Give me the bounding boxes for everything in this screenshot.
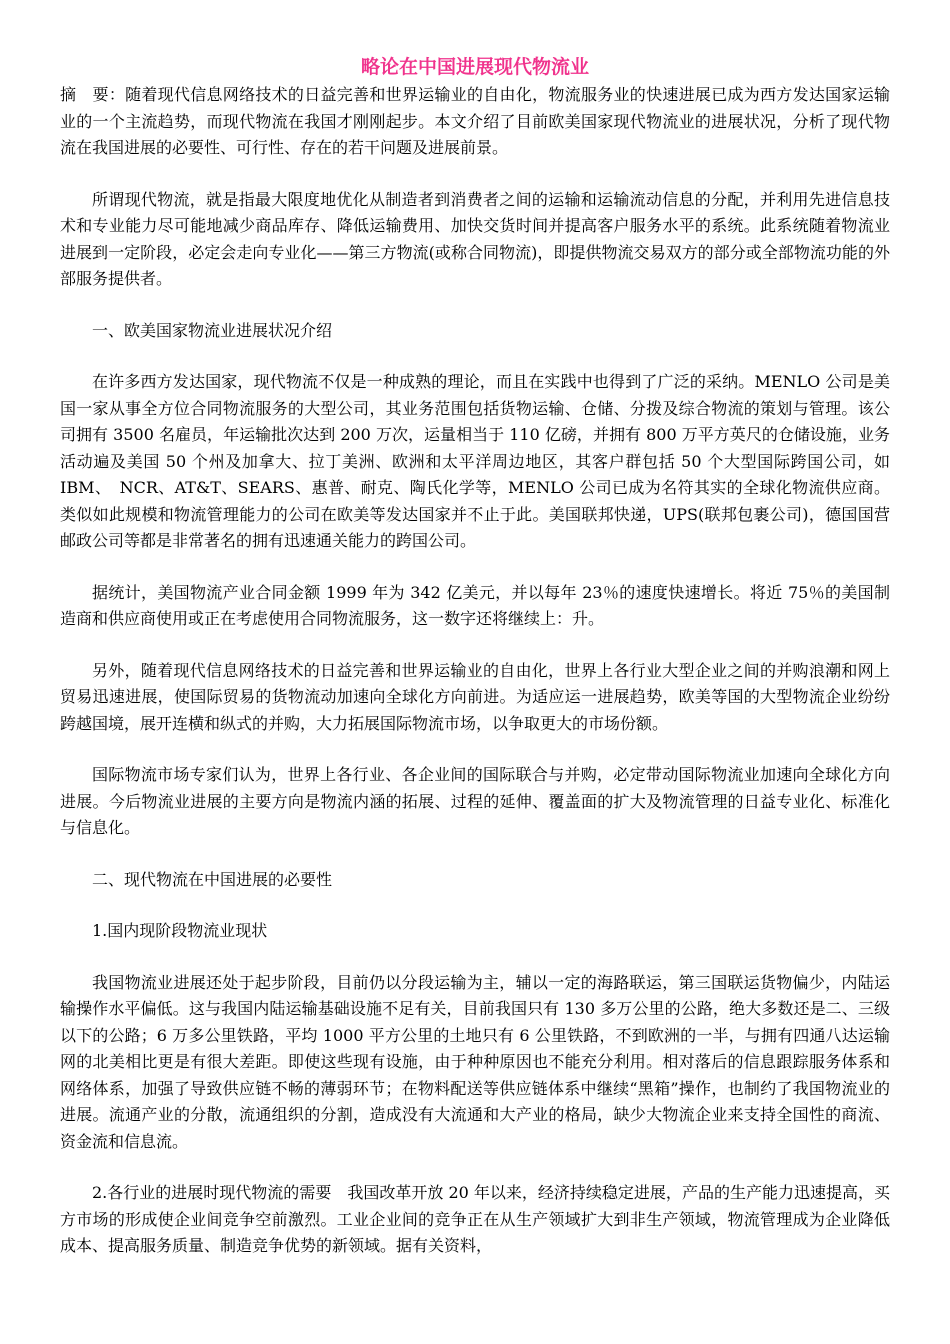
paragraph-menlo: 在许多西方发达国家，现代物流不仅是一种成熟的理论，而且在实践中也得到了广泛的采纳。MENLO 公司是美国一家从事全方位合同物流服务的大型公司，其业务范围包括货物运输、仓储、分拨及综合物流的策划与管理。该公司拥有 3500 名雇员，年运输批次达到 200 万次，运量相当于 110 亿磅，并拥有 800 万平方英尺的仓储设施，业务活动遍及美国 50 个州及加拿大、拉丁美洲、欧洲和太平洋周边地区，其客户群包括 50 个大型国际跨国公司，如 IBM、 NCR、AT&T、SEARS、惠普、耐克、陶氏化学等，MENLO 公司已成为名符其实的全球化物流供应商。类似如此规模和物流管理能力的公司在欧美等发达国家并不止于此。美国联邦快递，UPS(联邦包裹公司)，德国国营邮政公司等都是非常著名的拥有迅速通关能力的跨国公司。	[60, 372, 890, 550]
paragraph-experts: 国际物流市场专家们认为，世界上各行业、各企业间的国际联合与并购，必定带动国际物流业加速向全球化方向进展。今后物流业进展的主要方向是物流内涵的拓展、过程的延伸、覆盖面的扩大及物流管理的日益专业化、标准化与信息化。	[60, 765, 890, 837]
paragraph-domestic-status: 我国物流业进展还处于起步阶段，目前仍以分段运输为主，辅以一定的海路联运，第三国联运货物偏少，内陆运输操作水平偏低。这与我国内陆运输基础设施不足有关，目前我国只有 130 多万公里的公路，绝大多数还是二、三级以下的公路；6 万多公里铁路，平均 1000 平方公里的土地只有 6 公里铁路，不到欧洲的一半，与拥有四通八达运输网的北美相比更是有很大差距。即使这些现有设施，由于种种原因也不能充分利用。相对落后的信息跟踪服务体系和网络体系，加强了导致供应链不畅的薄弱环节；在物料配送等供应链体系中继续“黑箱”操作，也制约了我国物流业的进展。流通产业的分散，流通组织的分割，造成没有大流通和大产业的格局，缺少大物流企业来支持全国性的商流、资金流和信息流。	[60, 972, 890, 1151]
section-heading-1: 一、欧美国家物流业进展状况介绍	[92, 320, 333, 340]
subsection-heading-1: 1.国内现阶段物流业现状	[92, 921, 268, 940]
document-page	[60, 52, 890, 1285]
section-heading-2: 二、现代物流在中国进展的必要性	[92, 869, 333, 889]
paragraph-statistics: 据统计，美国物流产业合同金额 1999 年为 342 亿美元，并以每年 23％的速度快速增长。将近 75％的美国制造商和供应商使用或正在考虑使用合同物流服务，这一数字还将继续上：升。	[60, 582, 890, 628]
abstract: 摘 要：随着现代信息网络技术的日益完善和世界运输业的自由化，物流服务业的快速进展已成为西方发达国家运输业的一个主流趋势，而现代物流在我国才刚刚起步。本文介绍了目前欧美国家现代物流业的进展状况，分析了现代物流在我国进展的必要性、可行性、存在的若干问题及进展前景。	[60, 85, 890, 157]
paragraph-mergers: 另外，随着现代信息网络技术的日益完善和世界运输业的自由化，世界上各行业大型企业之间的并购浪潮和网上贸易迅速进展，使国际贸易的货物流动加速向全球化方向前进。为适应运一进展趋势，欧美等国的大型物流企业纷纷跨越国境，展开连横和纵式的并购，大力拓展国际物流市场，以争取更大的市场份额。	[60, 660, 890, 733]
document-title: 略论在中国进展现代物流业	[360, 56, 589, 78]
paragraph-industry-needs: 2.各行业的进展时现代物流的需要 我国改革开放 20 年以来，经济持续稳定进展，产品的生产能力迅速提高，买方市场的形成使企业间竞争空前激烈。工业企业间的竞争正在从生产领域扩大到非生产领域，物流管理成为企业降低成本、提高服务质量、制造竞争优势的新领域。据有关资料，	[60, 1183, 890, 1255]
paragraph-modern-logistics-definition: 所谓现代物流，就是指最大限度地优化从制造者到消费者之间的运输和运输流动信息的分配，并利用先进信息技术和专业能力尽可能地减少商品库存、降低运输费用、加快交货时间并提高客户服务水平的系统。此系统随着物流业进展到一定阶段，必定会走向专业化——第三方物流(或称合同物流)，即提供物流交易双方的部分或全部物流功能的外部服务提供者。	[60, 189, 890, 288]
